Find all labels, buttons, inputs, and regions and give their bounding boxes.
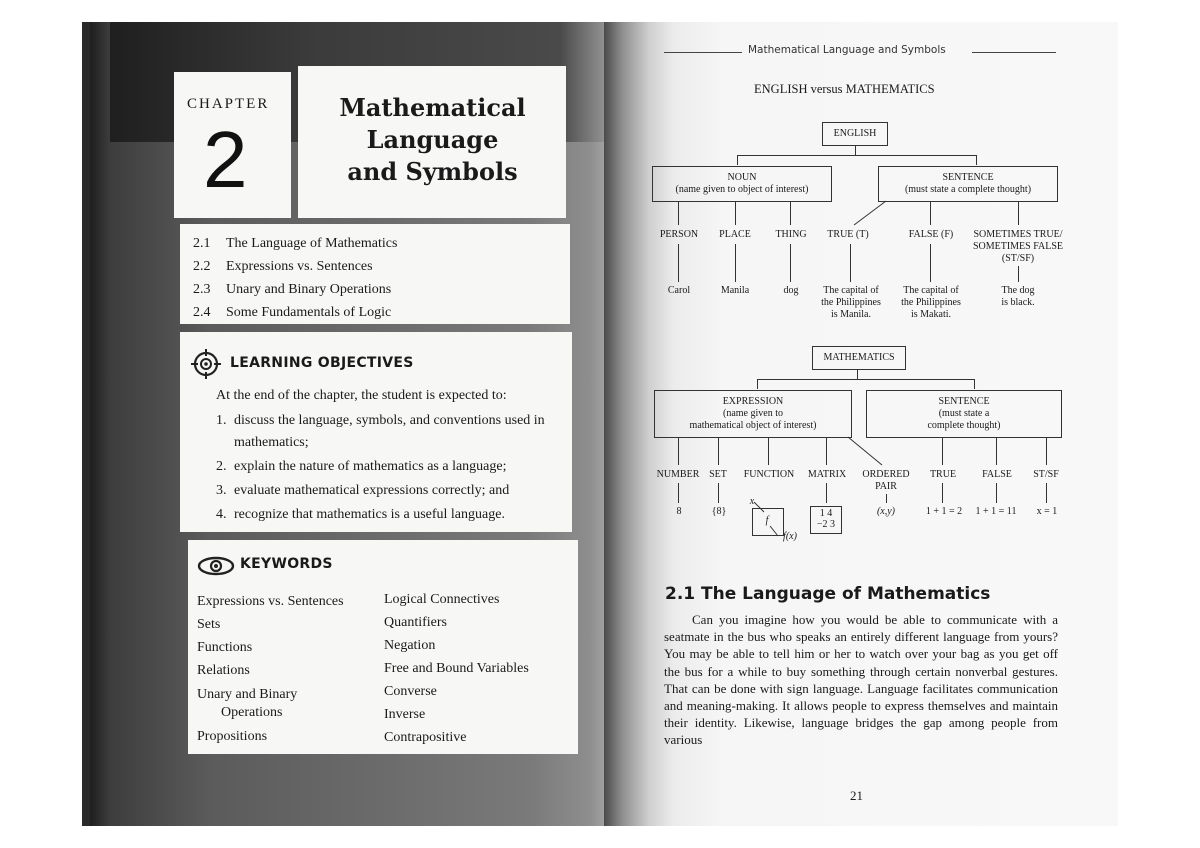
chapter-title-line: Language [366,125,499,154]
objective-number: 2. [216,459,227,474]
connector [976,155,977,165]
toc-number: 2.4 [193,305,211,320]
math-leaf-matrix: MATRIX [807,469,847,480]
connector [930,201,931,225]
running-head-rule-right [972,52,1056,53]
keyword-item: Free and Bound Variables [384,661,529,676]
objective-item [216,456,561,478]
keyword-item: Negation [384,638,436,653]
noun-label: NOUN [727,172,757,183]
keyword-item: Operations [221,705,283,720]
sentence-label: SENTENCE [942,172,994,183]
keyword-item: Expressions vs. Sentences [197,594,344,609]
section-heading: 2.1 The Language of Mathematics [665,584,991,604]
connector [850,200,890,226]
objective-item [216,480,561,502]
keyword-item: Propositions [197,729,268,744]
toc-item [193,278,397,301]
toc-number: 2.2 [193,259,211,274]
keywords-column-2 [384,588,529,749]
connector [718,483,719,503]
math-root-label: MATHEMATICS [823,352,895,363]
toc-title: The Language of Mathematics [226,236,398,251]
connector [857,369,858,379]
eye-icon [196,556,236,576]
english-leaf-place: PLACE [719,229,751,240]
math-leaf-true: TRUE [929,469,957,480]
connector [737,155,738,165]
expression-note: (name given to [723,408,783,419]
function-output: f(x) [783,531,797,542]
objective-text: discuss the language, symbols, and conventions used in mathematics; [234,413,545,450]
connector [790,201,791,225]
toc-number: 2.3 [193,282,211,297]
sentence-note: (must state a complete thought) [904,184,1032,195]
math-sentence-note: complete thought) [927,420,1001,431]
connector [826,437,827,465]
objective-item [216,504,561,526]
connector [678,483,679,503]
expression-note: mathematical object of interest) [689,420,817,431]
expression-label: EXPRESSION [722,396,784,407]
objectives-heading: LEARNING OBJECTIVES [230,355,414,371]
english-example: Carol [667,285,691,296]
keyword-item: Functions [197,640,253,655]
toc-number: 2.1 [193,236,211,251]
objective-number: 3. [216,483,227,498]
objectives-intro: At the end of the chapter, the student is expected to: [216,388,507,403]
connector [886,494,887,503]
chapter-title-line: Mathematical [339,93,526,122]
noun-note: (name given to object of interest) [675,184,809,195]
math-leaf-set: SET [709,469,727,480]
keyword-item: Inverse [384,707,426,722]
english-example: The capital of [823,285,879,296]
math-example: x = 1 [1036,506,1058,517]
function-symbol: f [765,515,769,526]
english-leaf-true: TRUE (T) [827,229,869,240]
connector [974,379,975,389]
english-leaf-stsf-3: (ST/SF) [1001,253,1035,264]
connector [735,201,736,225]
toc-title: Unary and Binary Operations [226,282,392,297]
english-leaf-thing: THING [775,229,807,240]
english-example: Manila [720,285,750,296]
connector [1046,483,1047,503]
connector [1018,266,1019,282]
math-sentence-note: (must state a [938,408,990,419]
keywords-heading: KEYWORDS [240,556,333,572]
keyword-item: Sets [197,617,221,632]
chapter-title [310,92,555,188]
math-example: 1 + 1 = 11 [975,506,1017,517]
math-leaf-false: FALSE [982,469,1012,480]
connector [718,437,719,465]
english-example: is Makati. [911,309,951,320]
objective-text: evaluate mathematical expressions correctly; and [234,483,510,498]
page-number: 21 [850,788,863,803]
objective-number: 1. [216,413,227,428]
connector [737,155,977,156]
keyword-item: Logical Connectives [384,592,500,607]
connector [790,244,791,282]
math-leaf-number: NUMBER [656,469,700,480]
math-example: 8 [676,506,682,517]
connector [850,244,851,282]
connector [996,483,997,503]
body-paragraph: Can you imagine how you would be able to communicate with a seatmate in the bus who speaks an entirely different language from yours? You may be able to tell him or her to watch over your bag as you get off the bus for a while to buy something through certain nonverbal gestures. That can be done with sign language. Language facilitates communication and meaning-making. It allows people to express themselves and maintain their identity. Likewise, language bridges the gap among people from various [664,612,1058,748]
connector [757,379,758,389]
connector [678,437,679,465]
english-example: The dog [1001,285,1035,296]
keyword-item: Converse [384,684,437,699]
math-leaf-pair: PAIR [875,481,897,492]
chapter-label: CHAPTER [187,96,270,112]
connector [930,244,931,282]
english-root-label: ENGLISH [833,128,877,139]
connector [678,244,679,282]
english-leaf-stsf-1: SOMETIMES TRUE/ [973,229,1063,240]
toc-title: Expressions vs. Sentences [226,259,373,274]
connector [942,437,943,465]
math-example: 1 + 1 = 2 [925,506,963,517]
keyword-item: Relations [197,663,250,678]
diagram-title: ENGLISH versus MATHEMATICS [754,82,935,96]
connector [1046,437,1047,465]
keyword-item: Contrapositive [384,730,467,745]
connector [846,436,886,466]
math-leaf-function: FUNCTION [743,469,795,480]
objective-text: recognize that mathematics is a useful language. [234,507,505,522]
connector [996,437,997,465]
objective-number: 4. [216,507,227,522]
math-sentence-label: SENTENCE [938,396,990,407]
connector [942,483,943,503]
keyword-item: Unary and Binary [197,687,298,702]
function-input: x [749,496,755,507]
connector [735,244,736,282]
toc-item [193,232,397,255]
running-head: Mathematical Language and Symbols [748,44,946,56]
connector [678,201,679,225]
chapter-title-line: and Symbols [347,157,518,186]
matrix-row: 1 4 [819,508,833,519]
english-example: The capital of [903,285,959,296]
english-example: the Philippines [821,297,881,308]
english-leaf-person: PERSON [659,229,699,240]
english-example: is black. [1001,297,1035,308]
connector [768,437,769,465]
objective-item [216,410,561,454]
math-example: {8} [711,506,727,517]
table-of-contents [193,232,397,324]
connector [1018,201,1019,225]
toc-title: Some Fundamentals of Logic [226,305,392,320]
math-example: (x,y) [876,506,896,517]
connector [757,379,975,380]
objectives-list [216,410,561,526]
math-leaf-ordered: ORDERED [862,469,910,480]
toc-item [193,301,397,324]
english-leaf-stsf-2: SOMETIMES FALSE [972,241,1064,252]
connector [826,483,827,503]
toc-item [193,255,397,278]
chapter-number: 2 [203,115,248,204]
target-icon [190,348,222,380]
keyword-item: Quantifiers [384,615,447,630]
english-example: the Philippines [901,297,961,308]
english-example: is Manila. [831,309,871,320]
english-leaf-false: FALSE (F) [908,229,954,240]
math-leaf-stsf: ST/SF [1033,469,1059,480]
connector [855,145,856,155]
keywords-column-1 [197,590,344,748]
matrix-row: −2 3 [816,519,836,530]
objective-text: explain the nature of mathematics as a language; [234,459,507,474]
english-example: dog [783,285,799,296]
running-head-rule-left [664,52,742,53]
